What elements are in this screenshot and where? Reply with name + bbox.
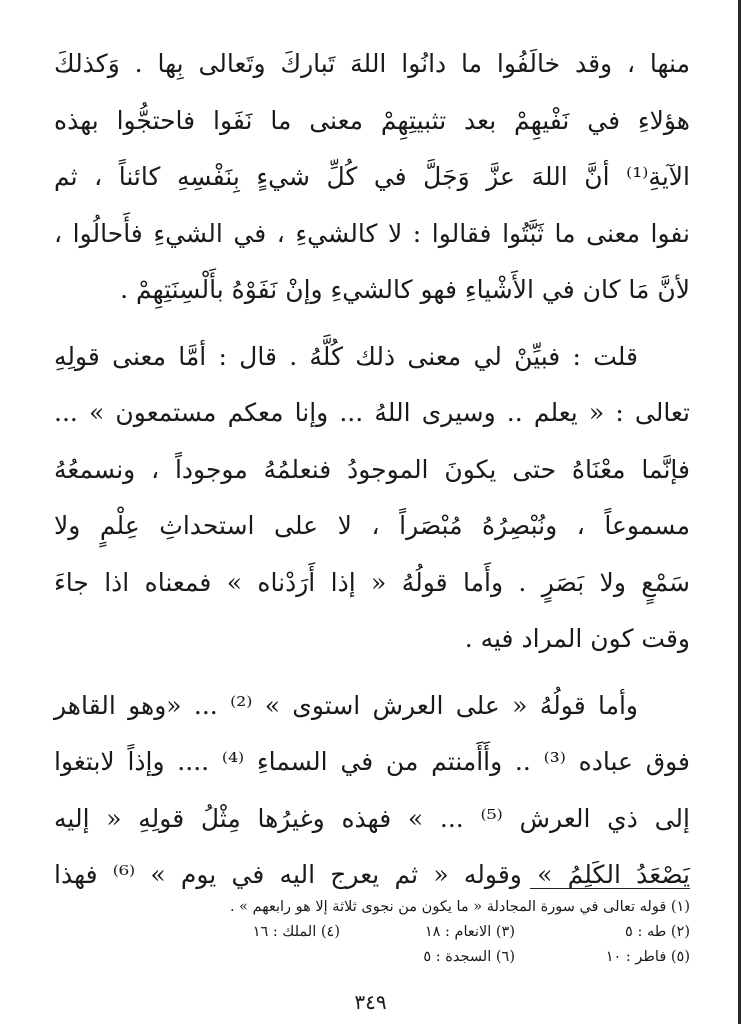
text-line: سَمْعٍ ولا بَصَرٍ . وأَما قولُهُ « إذا أَرَدْناه » فمعناه اذا جاءَ <box>54 567 690 597</box>
book-page-body <box>54 36 690 904</box>
footnote-6: (٦) السجدة : ٥ <box>423 949 515 965</box>
footnote-5: (٥) فاطر : ١٠ <box>605 949 690 965</box>
footnotes <box>54 888 690 970</box>
text-line: تعالى : « يعلم .. وسيرى اللهُ ... وإنا معكم مستمعون » ... <box>54 398 690 427</box>
text-line: هؤلاءِ في نَفْيهِمْ بعد تثبيتِهِمْ معنى ما نَفَوا فاحتجُّوا بهذه <box>54 105 690 135</box>
text-line: فإنَّما معْنَاهُ حتى يكونَ الموجودُ فنعلمُهُ موجوداً ، ونسمعُهُ <box>54 454 690 484</box>
footnote-1: (١) قوله تعالى في سورة المجادلة « ما يكون من نجوى ثلاثة إلا هو رابعهم » . <box>229 899 690 915</box>
footnote-2: (٢) طه : ٥ <box>625 924 690 940</box>
text-line: إلى ذي العرش ⁽⁵⁾ ... » فهذه وغيرُها مِثْلُ قولِهِ « إليه <box>54 803 690 833</box>
footnote-4: (٤) الملك : ١٦ <box>252 924 340 940</box>
footnote-3: (٣) الانعام : ١٨ <box>424 924 515 940</box>
paragraph-3 <box>54 678 690 904</box>
text-line: وقت كون المراد فيه . <box>464 624 690 653</box>
footnote-line <box>54 945 690 970</box>
text-line: منها ، وقد خالَفُوا ما دانُوا اللهَ تَباركَ وتَعالى بِها . وَكذلكَ <box>54 49 690 78</box>
paragraph-2 <box>54 329 690 668</box>
footnote-line <box>54 920 690 945</box>
text-line: وأما قولُهُ « على العرش استوى » ⁽²⁾ ... «وهو القاهر <box>54 690 638 720</box>
footnote-divider <box>530 888 690 889</box>
text-line: لأنَّ مَا كان في الأَشْياءِ فهو كالشيءِ وإنْ نَفَوْهُ بأَلْسِنَتِهِمْ . <box>120 275 690 304</box>
text-line: فوق عباده ⁽³⁾ .. وأَأَمنتم من في السماءِ ⁽⁴⁾ .... وإذاً لابتغوا <box>54 747 690 776</box>
page-number: ٣٤٩ <box>354 990 387 1014</box>
text-line: مسموعاً ، ونُبْصِرُهُ مُبْصَراً ، لا على استحداثِ عِلْمٍ ولا <box>54 511 690 540</box>
text-line: قلت : فبيِّنْ لي معنى ذلك كُلَّهُ . قال : أمَّا معنى قولِهِ <box>54 341 638 371</box>
text-line: الآيةِ⁽¹⁾ أنَّ اللهَ عزَّ وَجَلَّ في كُلِّ شيءٍ بِنَفْسِهِ كائناً ، ثم <box>54 162 690 191</box>
text-line: يَصْعَدُ الكَلِمُ » وقوله « ثم يعرج اليه في يوم » ⁽⁶⁾ فهذا <box>54 860 690 889</box>
footnote-line <box>54 895 690 920</box>
paragraph-1 <box>54 36 690 319</box>
text-line: نفوا معنى ما ثَبَّتُوا فقالوا : لا كالشيءِ ، في الشيءِ فأَحالُوا ، <box>54 218 690 248</box>
